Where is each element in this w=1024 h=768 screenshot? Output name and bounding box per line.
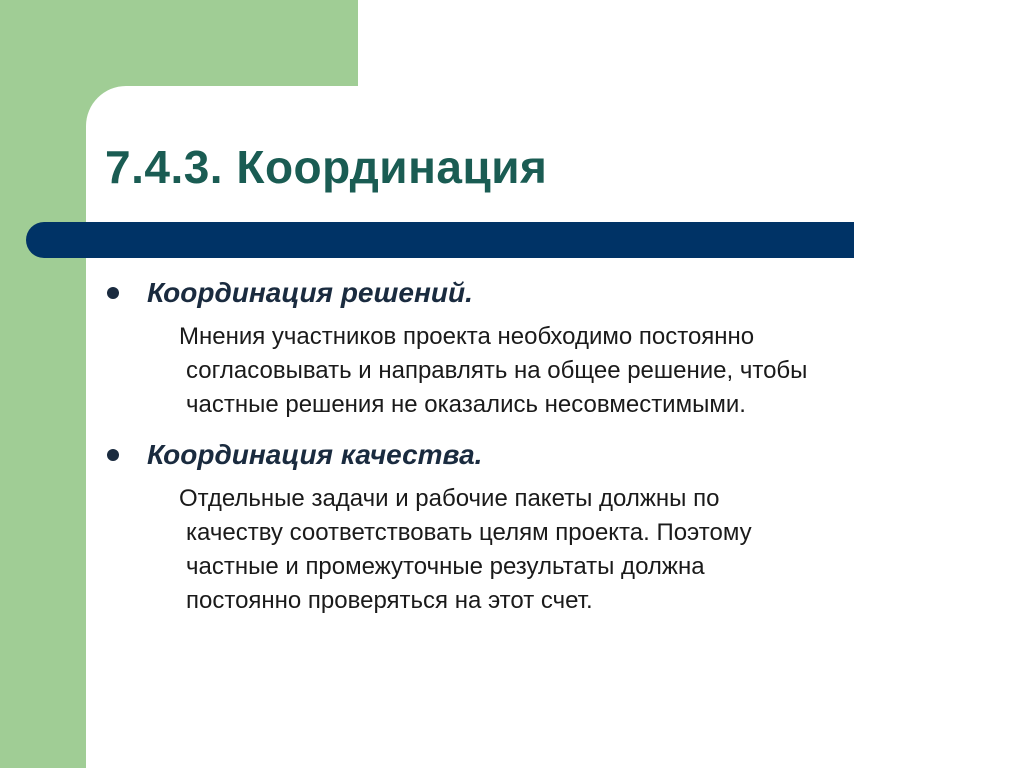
- body-line: согласовывать и направлять на общее решение, чтобы: [186, 357, 808, 384]
- body-line: Мнения участников проекта необходимо постоянно: [179, 323, 755, 350]
- slide-title: 7.4.3. Координация: [105, 141, 548, 193]
- body-line: частные и промежуточные результаты должна: [186, 553, 705, 580]
- bullet-body: [179, 320, 965, 422]
- bullet-heading-text: Координация качества.: [147, 439, 483, 470]
- bullet-heading-text: Координация решений.: [147, 277, 473, 308]
- bullet-body: [179, 482, 965, 618]
- bullet-heading: [105, 272, 965, 314]
- body-line: Отдельные задачи и рабочие пакеты должны по: [179, 485, 720, 512]
- body-line: частные решения не оказались несовместимыми.: [186, 391, 746, 418]
- list-item: [105, 272, 965, 422]
- decorative-green-block: [0, 0, 358, 86]
- bullet-dot-icon: [107, 287, 119, 299]
- list-item: [105, 434, 965, 618]
- slide-content: [105, 272, 965, 630]
- body-line: качеству соответствовать целям проекта. Поэтому: [186, 519, 752, 546]
- bullet-dot-icon: [107, 449, 119, 461]
- body-line: постоянно проверяться на этот счет.: [186, 587, 593, 614]
- decorative-green-strip: [0, 0, 86, 768]
- bullet-heading: [105, 434, 965, 476]
- decorative-title-bar: [26, 222, 854, 258]
